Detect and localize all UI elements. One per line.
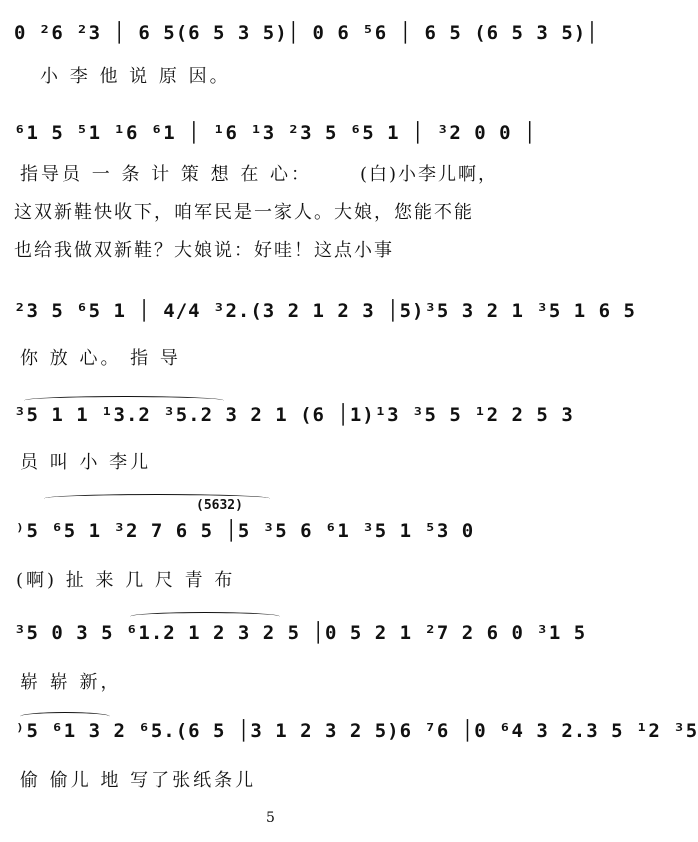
score-annotation: (5632) [196,498,243,513]
slur-line [130,612,280,621]
score-row-5-notes: ⁾5 ⁶5 1 ³2 7 6 5 │5 ³5 6 ⁶1 ³5 1 ⁵3 0 [14,520,475,542]
score-row-3-notes: ²3 5 ⁶5 1 │ 4/4 ³2.(3 2 1 2 3 │5)³5 3 2 1 ³5 1 6 5 [14,300,636,322]
spoken-text-2: 这双新鞋快收下，咱军民是一家人。大娘，您能不能 [14,202,474,223]
score-row-4-lyrics: 员 叫 小 李儿 [20,452,152,473]
score-row-7-notes: ⁾5 ⁶1 3 2 ⁶5.(6 5 │3 1 2 3 2 5)6 ⁷6 │0 ⁶4 3 2.3 5 ¹2 ³5 [14,720,698,742]
score-row-3-lyrics: 你 放 心。 指 导 [20,348,181,369]
score-row-1-lyrics: 小 李 他 说 原 因。 [40,66,231,87]
spoken-text-1: (白)小李儿啊， [360,164,499,185]
score-row-4-notes: ³5 1 1 ¹3.2 ³5.2 3 2 1 (6 │1)¹3 ³5 5 ¹2 2 5 3 [14,404,574,426]
score-row-6-notes: ³5 0 3 5 ⁶1.2 1 2 3 2 5 │0 5 2 1 ²7 2 6 0 ³1 5 [14,622,587,644]
page-number: 5 [266,810,275,826]
spoken-text-3: 也给我做双新鞋？大娘说：好哇！这点小事 [14,240,394,261]
slur-line [44,494,270,503]
score-row-6-lyrics: 崭 崭 新， [20,672,122,693]
score-row-7-lyrics: 偷 偷儿 地 写了张纸条儿 [20,770,257,791]
score-row-2-notes: ⁶1 5 ⁵1 ¹6 ⁶1 │ ¹6 ¹3 ²3 5 ⁶5 1 │ ³2 0 0 │ [14,122,537,144]
score-row-2-lyrics: 指导员 一 条 计 策 想 在 心： [20,164,313,185]
score-row-1-notes: 0 ²6 ²3 │ 6 5(6 5 3 5)│ 0 6 ⁵6 │ 6 5 (6 5 3 5)│ [14,22,599,44]
score-row-5-lyrics: (啊) 扯 来 几 尺 青 布 [16,570,236,591]
slur-line [20,712,110,721]
slur-line [24,396,224,405]
